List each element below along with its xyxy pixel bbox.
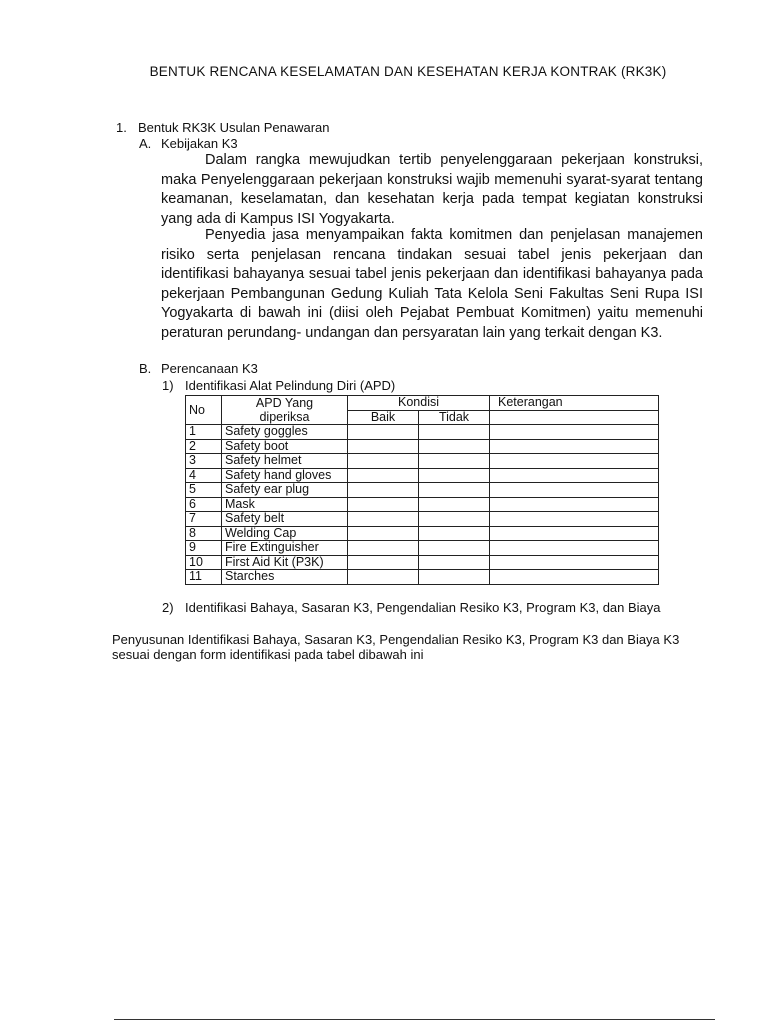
sub-a-letter: A. xyxy=(139,136,152,151)
page-title: BENTUK RENCANA KESELAMATAN DAN KESEHATAN KERJA KONTRAK (RK3K) xyxy=(149,64,667,79)
table-row xyxy=(186,483,659,498)
row-keterangan-cell[interactable] xyxy=(490,454,659,469)
row-apd: Safety belt xyxy=(222,512,348,527)
item-1-heading xyxy=(162,378,395,393)
row-apd: Starches xyxy=(222,570,348,585)
header-kondisi: Kondisi xyxy=(348,396,490,411)
table-row xyxy=(186,526,659,541)
row-apd: Safety hand gloves xyxy=(222,468,348,483)
table-header-row xyxy=(186,396,659,411)
table-row xyxy=(186,570,659,585)
row-baik-cell[interactable] xyxy=(348,454,419,469)
row-apd: Safety boot xyxy=(222,439,348,454)
row-keterangan-cell[interactable] xyxy=(490,468,659,483)
item-2-number: 2) xyxy=(162,600,174,615)
row-apd: Mask xyxy=(222,497,348,512)
row-no: 6 xyxy=(186,497,222,512)
row-tidak-cell[interactable] xyxy=(419,439,490,454)
table-row xyxy=(186,497,659,512)
row-no: 10 xyxy=(186,555,222,570)
row-tidak-cell[interactable] xyxy=(419,454,490,469)
row-no: 4 xyxy=(186,468,222,483)
header-no: No xyxy=(186,396,222,425)
row-baik-cell[interactable] xyxy=(348,483,419,498)
row-apd: Safety helmet xyxy=(222,454,348,469)
sub-b-heading xyxy=(139,361,258,376)
row-baik-cell[interactable] xyxy=(348,468,419,483)
row-keterangan-cell[interactable] xyxy=(490,555,659,570)
row-no: 7 xyxy=(186,512,222,527)
row-tidak-cell[interactable] xyxy=(419,526,490,541)
row-no: 5 xyxy=(186,483,222,498)
row-keterangan-cell[interactable] xyxy=(490,570,659,585)
row-no: 8 xyxy=(186,526,222,541)
row-no: 11 xyxy=(186,570,222,585)
row-baik-cell[interactable] xyxy=(348,439,419,454)
header-apd xyxy=(222,396,348,425)
sub-b-text: Perencanaan K3 xyxy=(161,361,258,376)
row-tidak-cell[interactable] xyxy=(419,512,490,527)
row-baik-cell[interactable] xyxy=(348,526,419,541)
row-keterangan-cell[interactable] xyxy=(490,512,659,527)
row-baik-cell[interactable] xyxy=(348,425,419,440)
row-tidak-cell[interactable] xyxy=(419,425,490,440)
row-apd: Safety ear plug xyxy=(222,483,348,498)
row-no: 3 xyxy=(186,454,222,469)
item-2-text: Identifikasi Bahaya, Sasaran K3, Pengendalian Resiko K3, Program K3, dan Biaya xyxy=(185,600,661,615)
table-row xyxy=(186,454,659,469)
table-row xyxy=(186,555,659,570)
row-apd: Fire Extinguisher xyxy=(222,541,348,556)
row-tidak-cell[interactable] xyxy=(419,555,490,570)
footer-rule xyxy=(114,1019,715,1020)
section-1-text: Bentuk RK3K Usulan Penawaran xyxy=(138,120,330,135)
item-1-text: Identifikasi Alat Pelindung Diri (APD) xyxy=(185,378,396,393)
row-apd: First Aid Kit (P3K) xyxy=(222,555,348,570)
apd-table xyxy=(185,395,659,585)
section-1-number: 1. xyxy=(116,120,127,135)
row-baik-cell[interactable] xyxy=(348,541,419,556)
header-baik: Baik xyxy=(348,410,419,425)
table-row xyxy=(186,512,659,527)
table-row xyxy=(186,541,659,556)
row-tidak-cell[interactable] xyxy=(419,468,490,483)
row-baik-cell[interactable] xyxy=(348,570,419,585)
row-keterangan-cell[interactable] xyxy=(490,439,659,454)
row-baik-cell[interactable] xyxy=(348,512,419,527)
row-keterangan-cell[interactable] xyxy=(490,541,659,556)
section-1-heading xyxy=(116,120,330,135)
row-baik-cell[interactable] xyxy=(348,497,419,512)
header-apd-line2: diperiksa xyxy=(259,410,310,424)
sub-a-text: Kebijakan K3 xyxy=(161,136,238,151)
row-baik-cell[interactable] xyxy=(348,555,419,570)
row-apd: Welding Cap xyxy=(222,526,348,541)
row-tidak-cell[interactable] xyxy=(419,497,490,512)
apd-table-body xyxy=(186,425,659,585)
row-keterangan-cell[interactable] xyxy=(490,425,659,440)
policy-paragraph-1: Dalam rangka mewujudkan tertib penyelenggaraan pekerjaan konstruksi, maka Penyelenggaraan pekerjaan konstruksi wajib memenuhi syarat-syarat tentang keamanan, keselamatan, dan kesehatan kerja pada tempat kegiatan konstruksi yang ada di Kampus ISI Yogyakarta. xyxy=(161,152,703,227)
sub-a-heading xyxy=(139,136,238,151)
row-apd: Safety goggles xyxy=(222,425,348,440)
header-keterangan-blank xyxy=(490,410,659,425)
row-keterangan-cell[interactable] xyxy=(490,526,659,541)
header-tidak: Tidak xyxy=(419,410,490,425)
row-tidak-cell[interactable] xyxy=(419,483,490,498)
row-keterangan-cell[interactable] xyxy=(490,497,659,512)
table-row xyxy=(186,425,659,440)
table-row xyxy=(186,439,659,454)
item-2-heading xyxy=(162,600,661,615)
header-apd-line1: APD Yang xyxy=(255,396,314,410)
sub-b-letter: B. xyxy=(139,361,152,376)
row-keterangan-cell[interactable] xyxy=(490,483,659,498)
row-no: 9 xyxy=(186,541,222,556)
header-keterangan: Keterangan xyxy=(490,396,659,411)
closing-paragraph: Penyusunan Identifikasi Bahaya, Sasaran K3, Pengendalian Resiko K3, Program K3 dan Biaya K3 sesuai dengan form identifikasi pada tabel dibawah ini xyxy=(112,632,680,662)
table-row xyxy=(186,468,659,483)
item-1-number: 1) xyxy=(162,378,174,393)
row-no: 2 xyxy=(186,439,222,454)
row-no: 1 xyxy=(186,425,222,440)
row-tidak-cell[interactable] xyxy=(419,570,490,585)
policy-paragraph-2: Penyedia jasa menyampaikan fakta komitmen dan penjelasan manajemen risiko serta penjelasan rencana tindakan sesuai tabel jenis pekerjaan dan identifikasi bahayanya sesuai tabel jenis pekerjaan dan identifikasi bahayanya pada pekerjaan Pembangunan Gedung Kuliah Tata Kelola Seni Fakultas Seni Rupa ISI Yogyakarta di bawah ini (diisi oleh Pejabat Pembuat Komitmen) yaitu memenuhi peraturan perundang- undangan dan persyaratan lain yang terkait dengan K3. xyxy=(161,227,703,341)
row-tidak-cell[interactable] xyxy=(419,541,490,556)
